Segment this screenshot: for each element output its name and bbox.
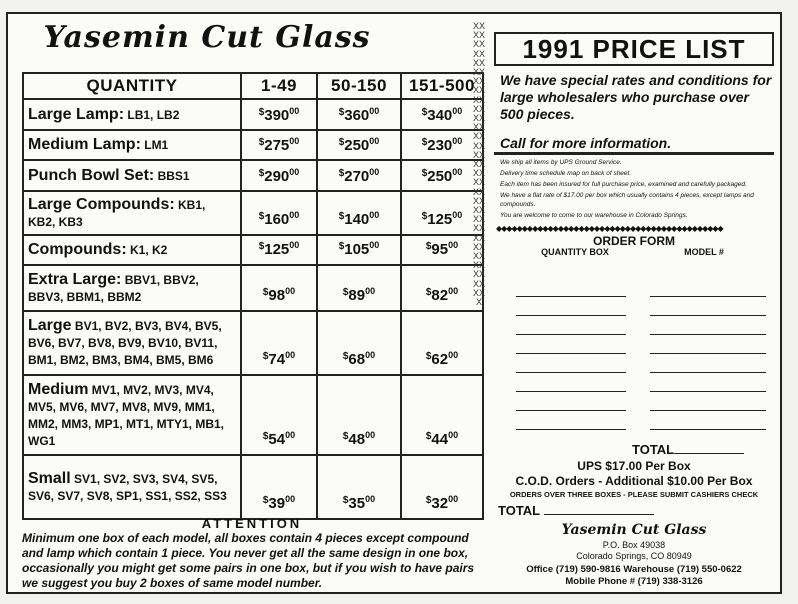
- order-line: [514, 316, 769, 335]
- price-value: 125: [427, 211, 453, 228]
- price-cell: [241, 235, 317, 265]
- item-models: LB1, LB2: [127, 107, 180, 122]
- price-cell: [241, 99, 317, 130]
- order-form-title: ORDER FORM: [593, 234, 675, 248]
- item-models: BBS1: [157, 168, 190, 183]
- perforation-divider: XXXXXXXXXXXXXXXXXXXXXXXXXXXXXXXXXXXXXXXXXXXXXXXXXXXXXXXXXXXXX: [472, 22, 485, 308]
- currency-symbol: $: [258, 167, 265, 179]
- item-cell: [23, 130, 241, 160]
- price-value: 74: [268, 351, 286, 368]
- price-cents: 00: [289, 240, 300, 250]
- item-models: KB1, KB2, KB3: [28, 197, 206, 229]
- price-cell: [401, 265, 483, 311]
- currency-symbol: $: [262, 495, 269, 506]
- price-cell: [317, 455, 401, 519]
- item-models: SV1, SV2, SV3, SV4, SV5, SV6, SV7, SV8, SP1, SS1, SS2, SS3: [28, 471, 227, 503]
- price-row: [23, 311, 483, 375]
- price-row: [23, 130, 483, 160]
- price-cell: [241, 191, 317, 235]
- price-table: [22, 72, 484, 520]
- price-value: 95: [431, 241, 449, 258]
- price-value: 82: [431, 287, 449, 304]
- currency-symbol: $: [342, 495, 349, 506]
- price-cents: 00: [365, 494, 376, 504]
- item-name: Large Compounds:: [28, 195, 175, 213]
- order-total-field[interactable]: [674, 453, 744, 454]
- currency-symbol: $: [262, 431, 269, 442]
- price-row: [23, 375, 483, 455]
- header-1-49: 1-49: [241, 73, 317, 99]
- price-cell: [401, 99, 483, 130]
- divider-line: [494, 152, 774, 155]
- header-quantity: QUANTITY: [23, 73, 241, 99]
- price-cell: [317, 160, 401, 191]
- item-cell: [23, 160, 241, 191]
- note-item: Each item has been insured for full purchase price, examined and carefully packaged.: [500, 181, 747, 188]
- price-value: 360: [344, 106, 370, 124]
- currency-symbol: $: [258, 211, 265, 222]
- price-value: 140: [344, 211, 370, 228]
- attention-heading: ATTENTION: [201, 516, 303, 531]
- phone-numbers: [494, 564, 774, 588]
- note-item: Delivery time schedule map on back of sheet.: [500, 170, 632, 177]
- price-cents: 00: [452, 166, 463, 177]
- currency-symbol: $: [425, 351, 432, 362]
- price-cents: 00: [452, 136, 463, 146]
- price-cents: 00: [448, 350, 459, 360]
- order-line: [514, 392, 769, 411]
- header-151-500: 151-500: [401, 73, 483, 99]
- currency-symbol: $: [342, 287, 349, 298]
- price-cell: [401, 311, 483, 375]
- price-cell: [241, 130, 317, 160]
- item-models: BV1, BV2, BV3, BV4, BV5, BV6, BV7, BV8, BV9, BV10, BV11, BM1, BM2, BM3, BM4, BM5, BM6: [28, 319, 222, 367]
- price-value: 98: [268, 287, 286, 304]
- currency-symbol: $: [338, 211, 345, 222]
- price-row: [23, 160, 483, 191]
- price-row: [23, 265, 483, 311]
- currency-symbol: $: [338, 167, 345, 179]
- grand-total: [498, 503, 654, 518]
- price-value: 250: [344, 137, 370, 154]
- currency-symbol: $: [425, 431, 432, 442]
- price-cents: 00: [289, 136, 300, 146]
- price-cents: 00: [452, 105, 463, 116]
- cashiers-check-note: ORDERS OVER THREE BOXES - PLEASE SUBMIT CASHIERS CHECK: [509, 490, 759, 499]
- left-panel: [22, 14, 482, 592]
- header-row: [23, 73, 483, 99]
- currency-symbol: $: [421, 167, 428, 179]
- currency-symbol: $: [338, 137, 345, 148]
- item-name: Large Lamp:: [28, 105, 125, 123]
- price-cell: [241, 375, 317, 455]
- price-cents: 00: [369, 210, 380, 220]
- price-cents: 00: [448, 430, 459, 440]
- price-cents: 00: [369, 105, 380, 116]
- price-cell: [401, 455, 483, 519]
- price-row: [23, 191, 483, 235]
- price-value: 290: [264, 167, 290, 185]
- price-value: 105: [344, 241, 370, 258]
- order-lines: [514, 278, 769, 430]
- price-cents: 00: [452, 210, 463, 220]
- price-value: 39: [268, 495, 286, 512]
- currency-symbol: $: [338, 106, 345, 118]
- cod-rate: C.O.D. Orders - Additional $10.00 Per Box: [515, 474, 753, 488]
- price-cents: 00: [285, 494, 296, 504]
- price-value: 32: [431, 495, 449, 512]
- currency-symbol: $: [342, 351, 349, 362]
- quantity-field[interactable]: [516, 429, 626, 430]
- price-cell: [317, 235, 401, 265]
- attention-text: Minimum one box of each model, all boxes contain 4 pieces except compound and lamp which contain 1 piece. You never get all the same design in one box, occasionally you might get some pairs in one box, but if you wish to have pairs we suggest you buy 2 boxes of same model number.: [22, 531, 475, 590]
- price-row: [23, 99, 483, 130]
- currency-symbol: $: [421, 211, 428, 222]
- model-field[interactable]: [650, 429, 766, 430]
- item-cell: [23, 311, 241, 375]
- ups-rate: UPS $17.00 Per Box: [577, 459, 691, 473]
- currency-symbol: $: [258, 241, 265, 252]
- price-cell: [241, 311, 317, 375]
- price-value: 275: [264, 137, 290, 154]
- currency-symbol: $: [425, 495, 432, 506]
- item-cell: [23, 265, 241, 311]
- price-cell: [317, 375, 401, 455]
- currency-symbol: $: [258, 106, 265, 118]
- order-total-label: TOTAL: [632, 442, 675, 457]
- currency-symbol: $: [262, 351, 269, 362]
- item-models: K1, K2: [130, 243, 168, 257]
- grand-total-label: TOTAL: [498, 503, 541, 518]
- price-cents: 00: [365, 430, 376, 440]
- price-value: 68: [348, 351, 366, 368]
- price-cell: [401, 375, 483, 455]
- price-cents: 00: [369, 240, 380, 250]
- price-list-title: 1991 PRICE LIST: [494, 32, 774, 66]
- note-item: We have a flat rate of $17.00 per box which usually contains 4 pieces, except lamps and compounds.: [500, 192, 754, 208]
- price-cell: [317, 191, 401, 235]
- footer-brand: Yasemin Cut Glass: [561, 522, 707, 538]
- item-cell: [23, 375, 241, 455]
- price-value: 35: [348, 495, 366, 512]
- call-info: Call for more information.: [500, 135, 672, 151]
- price-value: 390: [264, 106, 290, 124]
- item-name: Extra Large:: [28, 270, 122, 288]
- price-cents: 00: [448, 286, 459, 296]
- price-cell: [241, 455, 317, 519]
- attention-box: [22, 516, 482, 591]
- price-cell: [241, 265, 317, 311]
- mobile-line: Mobile Phone # (719) 338-3126: [565, 576, 703, 587]
- item-name: Medium Lamp:: [28, 136, 141, 153]
- grand-total-field[interactable]: [544, 514, 654, 515]
- shipping-notes: [500, 158, 772, 222]
- currency-symbol: $: [421, 106, 428, 118]
- currency-symbol: $: [342, 431, 349, 442]
- model-label: MODEL #: [684, 247, 724, 257]
- item-name: Compounds:: [28, 241, 127, 258]
- price-cents: 00: [448, 240, 459, 250]
- price-cents: 00: [285, 350, 296, 360]
- currency-symbol: $: [421, 137, 428, 148]
- currency-symbol: $: [262, 287, 269, 298]
- price-value: 160: [264, 211, 290, 228]
- price-value: 89: [348, 287, 366, 304]
- order-line: [514, 278, 769, 297]
- price-cents: 00: [448, 494, 459, 504]
- price-cents: 00: [289, 210, 300, 220]
- header-50-150: 50-150: [317, 73, 401, 99]
- price-cents: 00: [285, 286, 296, 296]
- order-line: [514, 354, 769, 373]
- price-value: 62: [431, 351, 449, 368]
- item-models: MV1, MV2, MV3, MV4, MV5, MV6, MV7, MV8, MV9, MM1, MM2, MM3, MP1, MT1, MTY1, MB1, WG1: [28, 382, 225, 448]
- item-cell: [23, 99, 241, 130]
- item-cell: [23, 235, 241, 265]
- order-line: [514, 411, 769, 430]
- price-value: 125: [264, 241, 290, 258]
- price-value: 44: [431, 431, 449, 448]
- item-models: BBV1, BBV2, BBV3, BBM1, BBM2: [28, 272, 199, 304]
- price-cell: [317, 130, 401, 160]
- address-line: P.O. Box 49038: [602, 540, 666, 550]
- price-row: [23, 235, 483, 265]
- note-item: We ship all items by UPS Ground Service.: [500, 159, 622, 166]
- item-name: Punch Bowl Set:: [28, 166, 155, 184]
- currency-symbol: $: [425, 241, 432, 252]
- brand-title: Yasemin Cut Glass: [43, 20, 371, 55]
- item-cell: [23, 191, 241, 235]
- price-cell: [401, 160, 483, 191]
- currency-symbol: $: [425, 287, 432, 298]
- price-value: 340: [427, 106, 453, 124]
- item-cell: [23, 455, 241, 519]
- price-cell: [401, 235, 483, 265]
- order-total: [632, 442, 744, 457]
- order-line: [514, 373, 769, 392]
- diamond-border: ◆◆◆◆◆◆◆◆◆◆◆◆◆◆◆◆◆◆◆◆◆◆◆◆◆◆◆◆◆◆◆◆◆◆◆◆◆◆◆◆◆◆◆◆: [496, 224, 723, 233]
- price-cents: 00: [285, 430, 296, 440]
- price-cell: [241, 160, 317, 191]
- order-line: [514, 297, 769, 316]
- address-line: Colorado Springs, CO 80949: [576, 551, 692, 561]
- price-cents: 00: [365, 286, 376, 296]
- price-row: [23, 455, 483, 519]
- price-cents: 00: [289, 166, 300, 177]
- quantity-box-label: QUANTITY BOX: [541, 247, 609, 257]
- price-cents: 00: [365, 350, 376, 360]
- item-name: Small: [28, 469, 71, 487]
- currency-symbol: $: [258, 137, 265, 148]
- address: [494, 540, 774, 562]
- currency-symbol: $: [338, 241, 345, 252]
- item-name: Medium: [28, 380, 89, 398]
- note-item: You are welcome to come to our warehouse in Colorado Springs.: [500, 212, 688, 219]
- right-panel: [494, 14, 778, 592]
- phone-line: Office (719) 590-9816 Warehouse (719) 550-0622: [526, 564, 742, 575]
- price-cell: [401, 130, 483, 160]
- price-value: 270: [344, 167, 370, 185]
- price-cents: 00: [369, 136, 380, 146]
- wholesale-note: We have special rates and conditions for large wholesalers who purchase over 500 pieces.: [500, 72, 772, 122]
- price-cell: [317, 99, 401, 130]
- item-name: Large: [28, 317, 72, 334]
- price-cents: 00: [369, 166, 380, 177]
- price-value: 250: [427, 167, 453, 185]
- order-line: [514, 335, 769, 354]
- price-value: 230: [427, 137, 453, 154]
- price-cell: [317, 265, 401, 311]
- price-cents: 00: [289, 105, 300, 116]
- price-cell: [401, 191, 483, 235]
- price-value: 48: [348, 431, 366, 448]
- price-cell: [317, 311, 401, 375]
- price-sheet: [6, 12, 782, 594]
- item-models: LM1: [144, 138, 169, 152]
- price-value: 54: [268, 431, 286, 448]
